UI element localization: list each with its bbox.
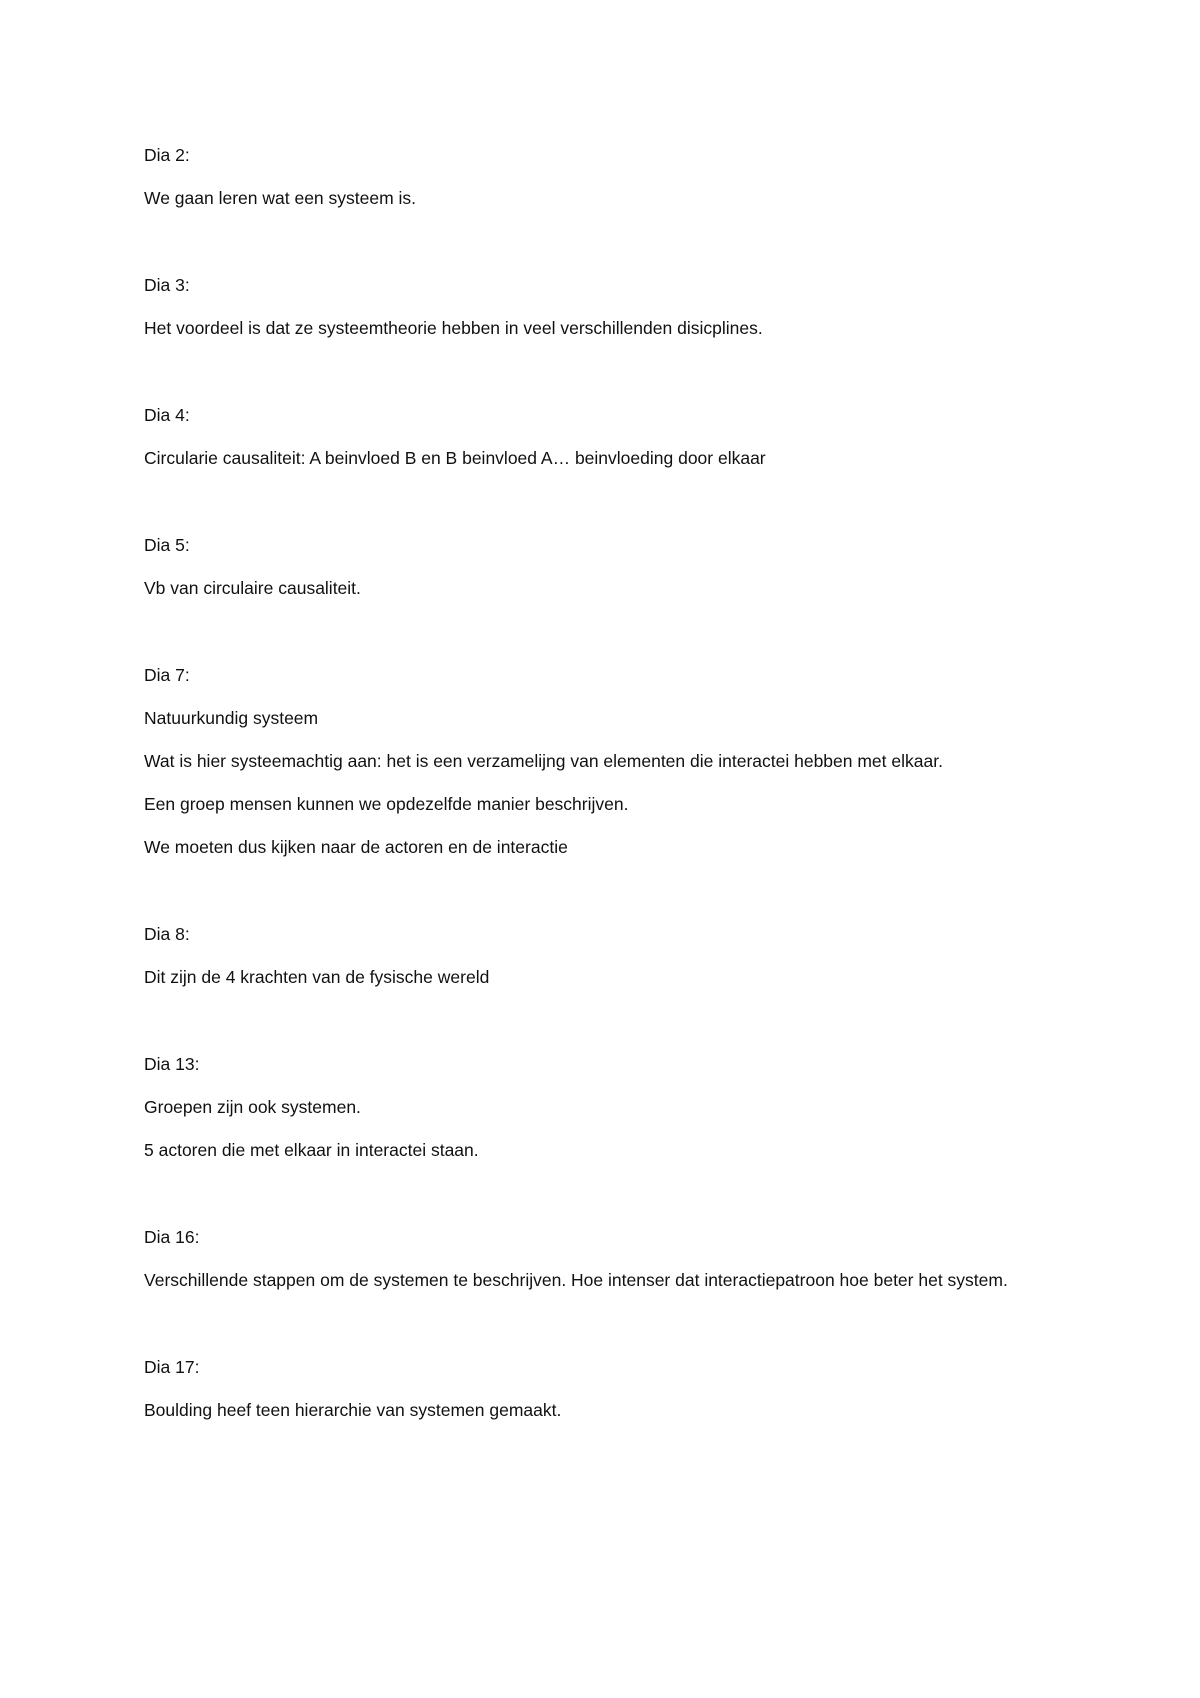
document-body	[144, 140, 1064, 1438]
section-heading: Dia 3:	[144, 275, 190, 295]
paragraph: Circularie causaliteit: A beinvloed B en B beinvloed A… beinvloeding door elkaar	[144, 448, 766, 468]
section-dia-16	[144, 1222, 1064, 1295]
paragraph: We gaan leren wat een systeem is.	[144, 188, 417, 208]
paragraph: Vb van circulaire causaliteit.	[144, 578, 361, 598]
section-heading: Dia 4:	[144, 405, 190, 425]
section-heading: Dia 13:	[144, 1054, 200, 1074]
paragraph: 5 actoren die met elkaar in interactei staan.	[144, 1140, 479, 1160]
paragraph: Boulding heef teen hierarchie van systemen gemaakt.	[144, 1400, 562, 1420]
section-dia-7	[144, 660, 1064, 862]
section-dia-8	[144, 919, 1064, 992]
section-dia-2	[144, 140, 1064, 213]
paragraph: Het voordeel is dat ze systeemtheorie hebben in veel verschillenden disicplines.	[144, 318, 763, 338]
section-heading: Dia 8:	[144, 924, 190, 944]
paragraph: Natuurkundig systeem	[144, 708, 319, 728]
section-dia-13	[144, 1049, 1064, 1165]
section-dia-4	[144, 400, 1064, 473]
section-heading: Dia 17:	[144, 1357, 200, 1377]
paragraph: We moeten dus kijken naar de actoren en de interactie	[144, 837, 568, 857]
section-heading: Dia 16:	[144, 1227, 200, 1247]
section-heading: Dia 2:	[144, 145, 190, 165]
paragraph: Groepen zijn ook systemen.	[144, 1097, 361, 1117]
paragraph: Verschillende stappen om de systemen te beschrijven. Hoe intenser dat interactiepatroon hoe beter het system.	[144, 1270, 1008, 1290]
section-dia-3	[144, 270, 1064, 343]
section-dia-5	[144, 530, 1064, 603]
section-dia-17	[144, 1352, 1064, 1425]
paragraph: Een groep mensen kunnen we opdezelfde manier beschrijven.	[144, 794, 629, 814]
section-heading: Dia 7:	[144, 665, 190, 685]
section-heading: Dia 5:	[144, 535, 190, 555]
paragraph: Dit zijn de 4 krachten van de fysische wereld	[144, 967, 490, 987]
paragraph: Wat is hier systeemachtig aan: het is een verzamelijng van elementen die interactei hebben met elkaar.	[144, 751, 943, 771]
